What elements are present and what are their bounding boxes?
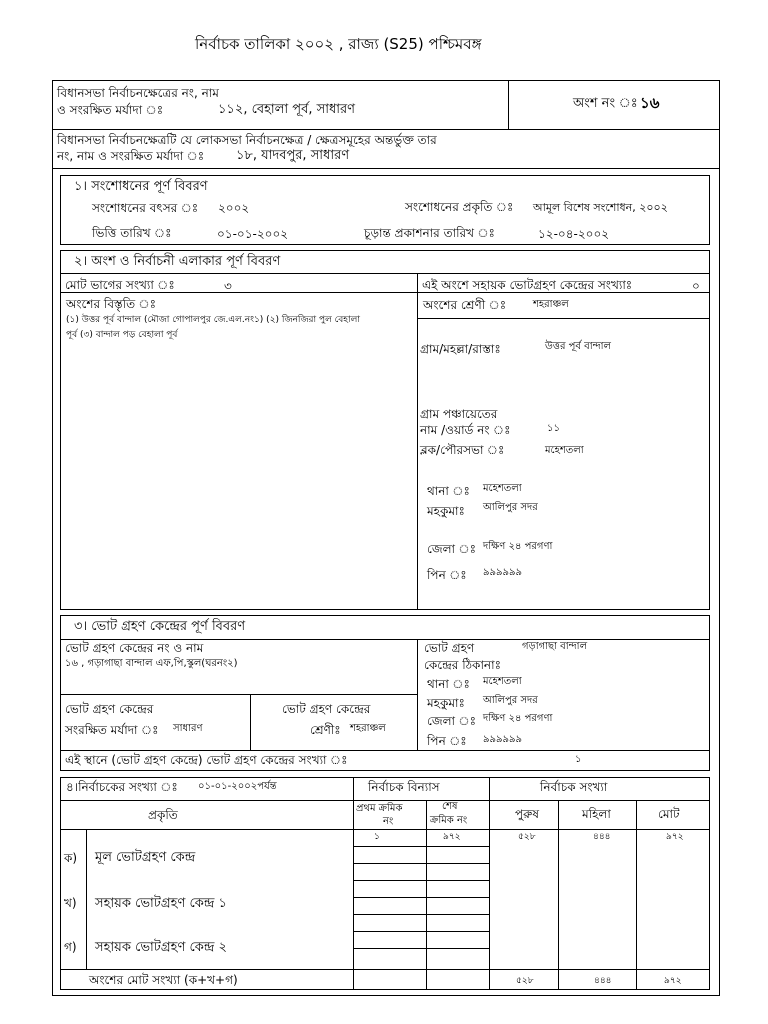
thana-value: মহেশতলা bbox=[483, 483, 522, 494]
panchayat-label-2: নাম /ওয়ার্ড নং ঃ bbox=[420, 423, 511, 437]
panchayat-label-1: গ্রাম পঞ্চায়েতের bbox=[420, 407, 498, 421]
count-header: নির্বাচক সংখ্যা bbox=[540, 780, 608, 794]
extent-line-2: পূর্ব (৩) বান্দাল পড় বেহালা পূর্ব bbox=[66, 330, 178, 340]
parliamentary-value: ১৮, যাদবপুর, সাধারণ bbox=[236, 148, 350, 163]
part-category-value: শহরাঞ্চল bbox=[533, 299, 569, 310]
total-parts-label: মোট ভাগের সংখ্যা ঃ bbox=[65, 278, 175, 292]
station-address-label-2: কেন্দ্রের ঠিকানাঃ bbox=[424, 658, 501, 672]
total-male: ৫২৮ bbox=[516, 976, 534, 986]
section4-heading: ৪।নির্বাচকের সংখ্যা ঃ bbox=[66, 780, 178, 794]
part-number-label: অংশ নং ঃ bbox=[573, 96, 638, 111]
block-value: মহেশতলা bbox=[545, 445, 584, 456]
total-total: ৯৭২ bbox=[664, 976, 682, 986]
station-reserved-value: সাধারণ bbox=[173, 723, 203, 734]
part-category-label: অংশের শ্রেণী ঃ bbox=[423, 298, 507, 312]
base-date-value: ০১-০১-২০০২ bbox=[217, 227, 289, 241]
base-date-label: ভিত্তি তারিখ ঃ bbox=[92, 226, 172, 240]
part-number-value: ১৬ bbox=[640, 94, 660, 112]
total-label: অংশের মোট সংখ্যা (ক+খ+গ) bbox=[89, 973, 238, 987]
page-title: নির্বাচক তালিকা ২০০২ , রাজ্য (S25) পশ্চিমবঙ্গ bbox=[195, 35, 482, 53]
station-subdivision-value: আলিপুর সদর bbox=[483, 695, 538, 706]
table-row-label: সহায়ক ভোটগ্রহণ কেন্দ্র ১ bbox=[95, 896, 227, 911]
station-category-label-1: ভোট গ্রহণ কেন্দ্রের bbox=[282, 702, 371, 716]
revision-year-value: ২০০২ bbox=[218, 201, 250, 215]
col-female-header: মহিলা bbox=[582, 807, 611, 821]
station-district-value: দক্ষিণ ২৪ পরগণা bbox=[483, 713, 553, 724]
col-last-header-1: শেষ bbox=[442, 801, 458, 812]
ward-value: ১১ bbox=[547, 423, 560, 434]
pin-value: ৯৯৯৯৯৯ bbox=[483, 567, 522, 578]
distribution-header: নির্বাচক বিন্যাস bbox=[368, 780, 440, 794]
station-subdivision-label: মহকুমাঃ bbox=[427, 696, 465, 710]
extent-line-1: (১) উত্তর পূর্ব বান্দাল (মৌজা গোপালপুর জে.এল.নং১) (২) জিনজিরা পুল বেহালা bbox=[66, 315, 360, 325]
station-district-label: জেলা ঃ bbox=[427, 714, 476, 728]
section4-date: ০১-০১-২০০২পর্যন্ত bbox=[198, 781, 277, 792]
total-parts-value: ৩ bbox=[224, 279, 232, 293]
total-female: ৪৪৪ bbox=[594, 976, 612, 986]
station-thana-label: থানা ঃ bbox=[427, 677, 470, 691]
station-thana-value: মহেশতলা bbox=[483, 676, 522, 687]
aux-count-value: ০ bbox=[692, 279, 700, 293]
col-male-header: পুরুষ bbox=[515, 807, 539, 821]
table-row-mark: খ) bbox=[64, 896, 77, 910]
section1-heading: ১। সংশোধনের পূর্ণ বিবরণ bbox=[74, 179, 208, 194]
constituency-label-2: ও সংরক্ষিত মর্যাদা ঃ bbox=[57, 103, 164, 117]
village-value: উত্তর পূর্ব বান্দাল bbox=[545, 341, 611, 352]
section2-box bbox=[60, 250, 710, 610]
parliamentary-label-2: নং, নাম ও সংরক্ষিত মর্যাদা ঃ bbox=[57, 149, 205, 163]
station-pin-value: ৯৯৯৯৯৯ bbox=[483, 734, 522, 745]
station-category-label-2: শ্রেণীঃ bbox=[310, 723, 341, 737]
constituency-label-1: বিধানসভা নির্বাচনক্ষেত্রের নং, নাম bbox=[57, 86, 219, 100]
table-row-label: সহায়ক ভোটগ্রহণ কেন্দ্র ২ bbox=[95, 940, 227, 955]
village-label: গ্রাম/মহল্লা/রাস্তাঃ bbox=[420, 342, 501, 356]
station-address-value: গড়াগাছা বান্দাল bbox=[522, 641, 588, 652]
district-value: দক্ষিণ ২৪ পরগণা bbox=[483, 541, 553, 552]
table-row-mark: গ) bbox=[64, 940, 77, 954]
constituency-value: ১১২, বেহালা পূর্ব, সাধারণ bbox=[218, 102, 356, 117]
station-reserved-label-1: ভোট গ্রহণ কেন্দ্রের bbox=[65, 702, 154, 716]
station-count-label: এই স্থানে (ভোট গ্রহণ কেন্দ্রে) ভোট গ্রহণ কেন্দ্রের সংখ্যা ঃ bbox=[65, 753, 348, 767]
station-address-label-1: ভোট গ্রহণ bbox=[424, 641, 475, 655]
section2-heading: ২। অংশ ও নির্বাচনী এলাকার পূর্ণ বিবরণ bbox=[74, 254, 281, 269]
table-row-mark: ক) bbox=[64, 851, 78, 865]
thana-label: থানা ঃ bbox=[427, 484, 470, 498]
station-pin-label: পিন ঃ bbox=[427, 734, 467, 748]
parliamentary-label-1: বিধানসভা নির্বাচনক্ষেত্রটি যে লোকসভা নির্বাচনক্ষেত্র / ক্ষেত্রসমূহের অন্তর্ভুক্ত তার bbox=[57, 133, 437, 147]
col-last-header-2: ক্রমিক নং bbox=[430, 815, 468, 826]
station-name-label: ভোট গ্রহণ কেন্দ্রের নং ও নাম bbox=[65, 641, 204, 655]
station-category-value: শহরাঞ্চল bbox=[350, 723, 386, 734]
block-label: ব্লক/পৌরসভা ঃ bbox=[420, 443, 505, 457]
district-label: জেলা ঃ bbox=[427, 542, 476, 556]
final-pub-value: ১২-০৪-২০০২ bbox=[538, 227, 610, 241]
station-count-value: ১ bbox=[575, 754, 582, 765]
revision-nature-label: সংশোধনের প্রকৃতি ঃ bbox=[405, 200, 514, 214]
extent-label: অংশের বিস্তৃতি ঃ bbox=[66, 297, 157, 311]
col-total-header: মোট bbox=[658, 807, 680, 821]
station-reserved-label-2: সংরক্ষিত মর্যাদা ঃ bbox=[65, 723, 159, 737]
col-nature-header: প্রকৃতি bbox=[148, 808, 178, 822]
subdivision-value: আলিপুর সদর bbox=[483, 502, 538, 513]
aux-count-label: এই অংশে সহায়ক ভোটগ্রহণ কেন্দ্রের সংখ্যাঃ bbox=[422, 278, 633, 292]
table-row-female: ৪৪৪ bbox=[593, 832, 611, 842]
table-row-label: মূল ভোটগ্রহণ কেন্দ্র bbox=[95, 850, 196, 865]
subdivision-label: মহকুমাঃ bbox=[427, 504, 465, 518]
table-row-last: ৯৭২ bbox=[443, 832, 461, 842]
final-pub-label: চূড়ান্ত প্রকাশনার তারিখ ঃ bbox=[364, 226, 495, 240]
section3-heading: ৩। ভোট গ্রহণ কেন্দ্রের পূর্ণ বিবরণ bbox=[74, 619, 246, 634]
table-row-male: ৫২৮ bbox=[518, 832, 536, 842]
revision-nature-value: আমূল বিশেষ সংশোধন, ২০০২ bbox=[533, 201, 668, 214]
revision-year-label: সংশোধনের বৎসর ঃ bbox=[92, 201, 199, 215]
table-row-total: ৯৭২ bbox=[666, 832, 684, 842]
col-first-header-2: নং bbox=[383, 816, 394, 827]
station-name-value: ১৬ , গড়াগাছা বান্দাল এফ,পি,স্কুল(ঘরনং২) bbox=[65, 658, 238, 669]
col-first-header-1: প্রথম ক্রমিক bbox=[356, 803, 403, 814]
pin-label: পিন ঃ bbox=[427, 568, 467, 582]
table-row-first: ১ bbox=[374, 832, 380, 842]
